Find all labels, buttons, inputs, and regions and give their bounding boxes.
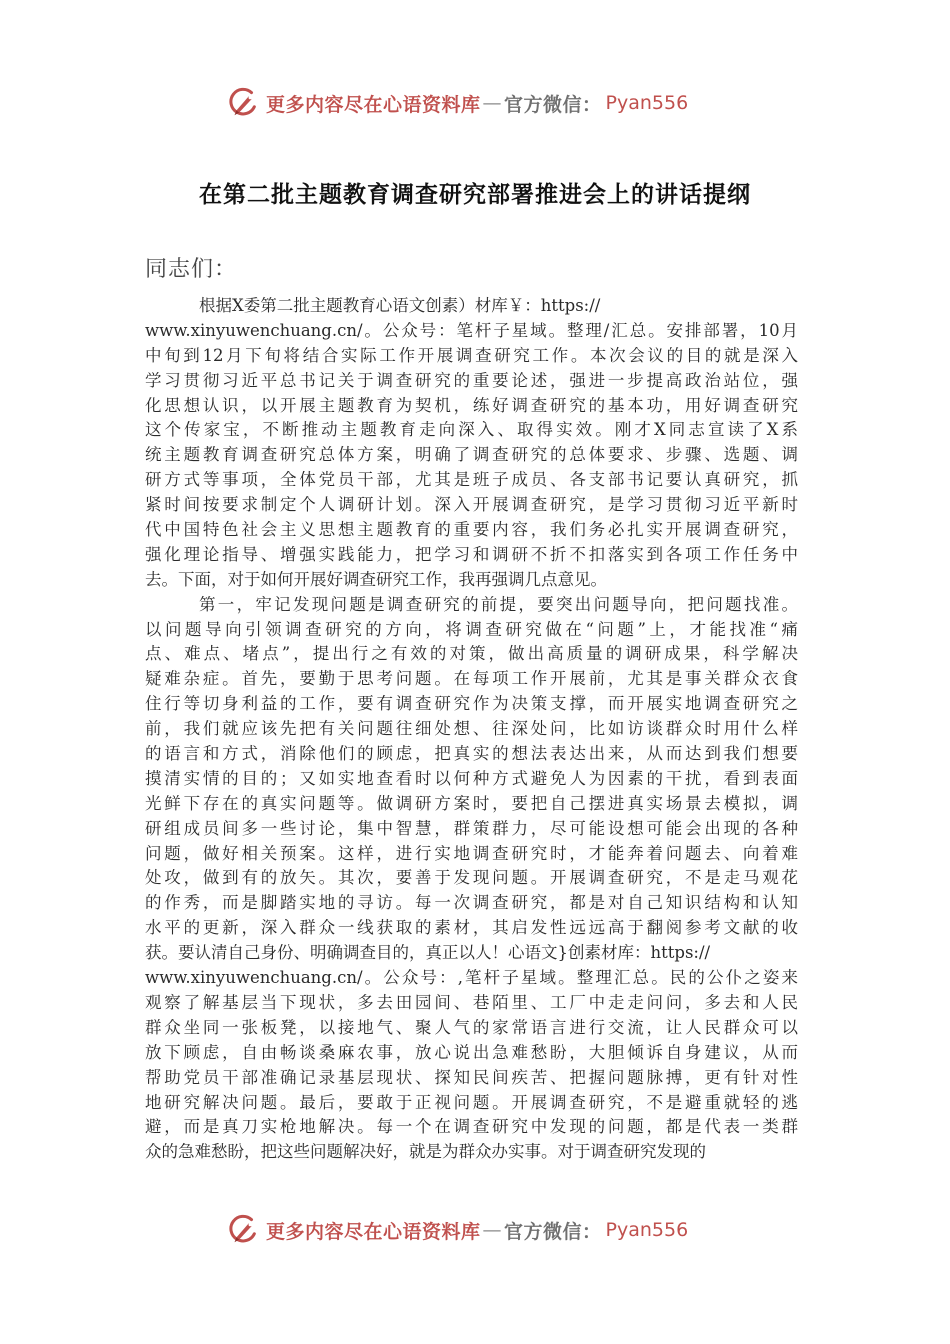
watermark-dash: — bbox=[482, 92, 503, 114]
watermark-brand: 更多内容尽在心语资料库 bbox=[266, 1220, 481, 1243]
text-line: 地研究解决问题。最后，要敢于正视问题。开展调查研究，不是避重就轻的逃 bbox=[145, 1092, 798, 1112]
text-line: 住行等切身利益的工作，要有调查研究作为决策支撑，而开展实地调查研究之 bbox=[145, 694, 798, 714]
text-line: 中旬到12月下旬将结合实际工作开展调查研究工作。本次会议的目的就是深入 bbox=[145, 345, 798, 365]
text-line: 这个传家宝，不断推动主题教育走向深入、取得实效。刚才X同志宣读了X系 bbox=[145, 420, 798, 440]
text-line: 去。下面，对于如何开展好调查研究工作，我再强调几点意见。 bbox=[145, 569, 607, 589]
text-line: 众的急难愁盼，把这些问题解决好，就是为群众办实事。对于调查研究发现的 bbox=[145, 1142, 706, 1162]
text-line: 观察了解基层当下现状，多去田园间、巷陌里、工厂中走走问问，多去和人民 bbox=[145, 992, 798, 1012]
watermark-dash: — bbox=[482, 1219, 503, 1241]
header-watermark bbox=[226, 85, 688, 121]
text-line: www.xinyuwenchuang.cn/。公众号：笔杆子星域。整理/汇总。安排部署，10月 bbox=[145, 320, 798, 340]
watermark-account: Pyan556 bbox=[605, 92, 689, 114]
text-line: 以问题导向引领调查研究的方向，将调查研究做在“问题”上，才能找准“痛 bbox=[145, 619, 798, 639]
text-line: 代中国特色社会主义思想主题教育的重要内容，我们务必扎实开展调查研究， bbox=[145, 520, 798, 540]
text-line: 获。要认清自己身份、明确调查目的，真正以人！心语文}创素材库：https:// bbox=[145, 943, 711, 963]
text-line: 根据X委第二批主题教育心语文创素）材库￥：https:// bbox=[199, 296, 601, 315]
text-line: 水平的更新，深入群众一线获取的素材，其启发性远远高于翻阅参考文献的收 bbox=[145, 918, 798, 938]
watermark-account: Pyan556 bbox=[605, 1219, 689, 1241]
document-title: 在第二批主题教育调查研究部署推进会上的讲话提纲 bbox=[199, 181, 751, 208]
text-line: 前，我们就应该先把有关问题往细处想、往深处问，比如访谈群众时用什么样 bbox=[145, 719, 798, 739]
text-line: 的语言和方式，消除他们的顾虑，把真实的想法表达出来，从而达到我们想要 bbox=[145, 744, 798, 764]
body-text bbox=[145, 294, 798, 1165]
text-line: 统主题教育调查研究总体方案，明确了调查研究的总体要求、步骤、选题、调 bbox=[145, 445, 798, 465]
text-line: 紧时间按要求制定个人调研计划。深入开展调查研究，是学习贯彻习近平新时 bbox=[145, 495, 798, 515]
text-line: 问题，做好相关预案。这样，进行实地调查研究时，才能奔着问题去、向着难 bbox=[145, 843, 798, 863]
text-line: 避，而是真刀实枪地解决。每一个在调查研究中发现的问题，都是代表一类群 bbox=[145, 1117, 798, 1137]
text-line: www.xinyuwenchuang.cn/。公众号：,笔杆子星域。整理汇总。民的公仆之姿来 bbox=[145, 968, 798, 988]
pen-circle-icon bbox=[226, 1213, 260, 1247]
text-line: 群众坐同一张板凳，以接地气、聚人气的家常语言进行交流，让人民群众可以 bbox=[145, 1017, 798, 1037]
text-line: 处攻，做到有的放矢。其次，要善于发现问题。开展调查研究，不是走马观花 bbox=[145, 868, 798, 888]
text-line: 点、难点、堵点”，提出行之有效的对策，做出高质量的调研成果，科学解决 bbox=[145, 644, 798, 664]
text-line: 放下顾虑，自由畅谈桑麻农事，放心说出急难愁盼，大胆倾诉自身建议，从而 bbox=[145, 1042, 798, 1062]
watermark-label: 官方微信： bbox=[504, 93, 602, 116]
text-line: 化思想认识，以开展主题教育为契机，练好调查研究的基本功，用好调查研究 bbox=[145, 395, 798, 415]
text-line: 疑难杂症。首先，要勤于思考问题。在每项工作开展前，尤其是事关群众衣食 bbox=[145, 669, 798, 689]
salutation: 同志们： bbox=[145, 257, 238, 282]
text-line: 第一，牢记发现问题是调查研究的前提，要突出问题导向，把问题找准。 bbox=[199, 594, 798, 614]
text-line: 的作秀，而是脚踏实地的寻访。每一次调查研究，都是对自己知识结构和认知 bbox=[145, 893, 798, 913]
text-line: 强化理论指导、增强实践能力，把学习和调研不折不扣落实到各项工作任务中 bbox=[145, 544, 798, 564]
text-line: 光鲜下存在的真实问题等。做调研方案时，要把自己摆进真实场景去模拟，调 bbox=[145, 793, 798, 813]
footer-watermark bbox=[226, 1212, 688, 1248]
text-line: 学习贯彻习近平总书记关于调查研究的重要论述，强进一步提高政治站位，强 bbox=[145, 370, 798, 390]
watermark-label: 官方微信： bbox=[504, 1220, 602, 1243]
text-line: 研组成员间多一些讨论，集中智慧，群策群力，尽可能设想可能会出现的各种 bbox=[145, 818, 798, 838]
pen-circle-icon bbox=[226, 86, 260, 120]
text-line: 摸清实情的目的；又如实地查看时以何种方式避免人为因素的干扰，看到表面 bbox=[145, 768, 798, 788]
watermark-brand: 更多内容尽在心语资料库 bbox=[266, 93, 481, 116]
text-line: 帮助党员干部准确记录基层现状、探知民间疾苦、把握问题脉搏，更有针对性 bbox=[145, 1067, 798, 1087]
text-line: 研方式等事项，全体党员干部，尤其是班子成员、各支部书记要认真研究，抓 bbox=[145, 470, 798, 490]
